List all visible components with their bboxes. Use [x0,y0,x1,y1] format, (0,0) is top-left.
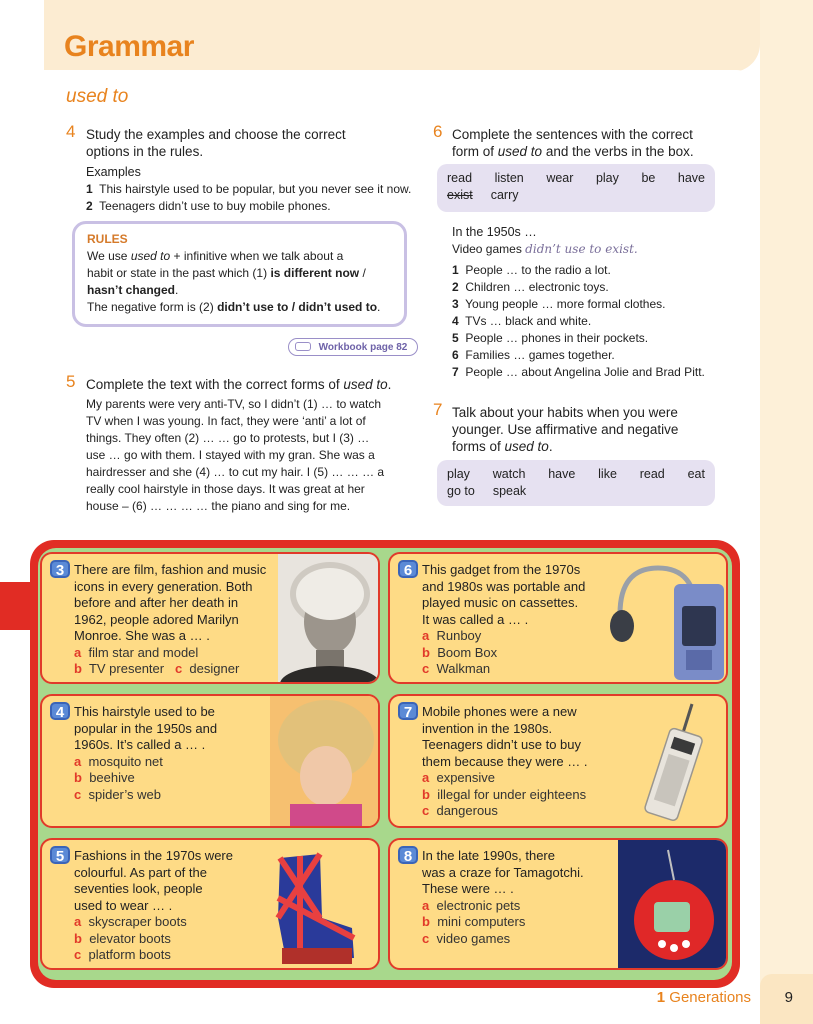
quiz-number: 4 [50,702,70,720]
quiz-number: 6 [398,560,418,578]
right-margin-strip [760,0,813,1024]
quiz-question: In the late 1990s, there was a craze for Tamagotchi. These were … . a electronic pets b mini computers c video games [422,848,584,946]
quiz-card-4 [40,694,380,828]
exercise-6-word-box: read listen wear play be have exist carry [437,164,715,212]
quiz-number: 8 [398,846,418,864]
quiz-question: There are film, fashion and music icons in every generation. Both before and after her death in 1962, people adored Marilyn Monroe. She was a … . a film star and model b TV presenter c designer [74,562,267,676]
workbook-link-label: Workbook page 82 [318,342,408,353]
quiz-card-5 [40,838,380,970]
exercise-7-word-box: play watch have like read eat go to speak [437,460,715,506]
footer-unit: 1 Generations [656,989,751,1006]
quiz-question: This hairstyle used to be popular in the 1950s and 1960s. It’s called a … . a mosquito net b beehive c spider’s web [74,704,218,802]
exercise-5-text: My parents were very anti-TV, so I didn’t (1) … to watch TV when I was young. In fact, they were ‘anti’ a lot of things. They often (2) … … go to protests, but I (3) … use … go with them. I stayed with my gran. She was a hairdresser and she (4) … to cut my hair. I (5) … … … a really cool hairstyle in those days. It was great at her house – (6) … … … … the piano and sing for me. [86,397,385,513]
quiz-number: 3 [50,560,70,578]
rules-box [72,221,407,327]
arrow-icon [295,342,311,351]
platform-boots-image [260,848,370,968]
exercise-6-heading: Complete the sentences with the correct form of used to and the verbs in the box. [452,127,694,159]
quiz-question: Fashions in the 1970s were colourful. As part of the seventies look, people used to wear … . a skyscraper boots b elevator boots c platform boots [74,848,233,962]
rules-text: We use used to + infinitive when we talk about a habit or state in the past which (1) is different now / hasn’t changed. The negative form is (2) didn’t use to / didn’t used to. [87,249,381,314]
example-2: 2 Teenagers didn’t use to buy mobile phones. [86,199,331,213]
quiz-card-8 [388,838,728,970]
exercise-4-heading: Study the examples and choose the correct options in the rules. [86,127,346,159]
exercise-6-items: 1 People … to the radio a lot. 2 Children … electronic toys. 3 Young people … more formal clothes. 4 TVs … black and white. 5 People … phones in their pockets. 6 Families … games together. 7 People … about Angelina Jolie and Brad Pitt. [452,263,705,379]
beehive-photo [270,696,380,828]
quiz-card-6 [388,552,728,684]
quiz-question: This gadget from the 1970s and 1980s was portable and played music on cassettes. It was called a … . a Runboy b Boom Box c Walkman [422,562,586,676]
quiz-number: 7 [398,702,418,720]
exercise-5-number: 5 [66,372,76,391]
quiz-number: 5 [50,846,70,864]
example-1: 1 This hairstyle used to be popular, but you never see it now. [86,182,412,196]
section-subtitle: used to [66,86,129,107]
page-number: 9 [784,989,793,1006]
marilyn-photo [278,554,380,684]
exercise-7-number: 7 [433,400,443,419]
quiz-card-7 [388,694,728,828]
exercise-6-intro: In the 1950s … [452,225,537,239]
walkman-image [600,554,728,684]
examples-label: Examples [86,165,141,179]
workbook-link[interactable] [288,338,418,356]
exercise-6-number: 6 [433,122,443,141]
exercise-4-number: 4 [66,122,76,141]
quiz-card-3 [40,552,380,684]
exercise-7-heading: Talk about your habits when you were younger. Use affirmative and negative forms of used to. [452,405,679,454]
quiz-question: Mobile phones were a new invention in the 1980s. Teenagers didn’t use to buy them because they were … . a expensive b illegal for under eighteens c dangerous [422,704,588,818]
exercise-5-heading: Complete the text with the correct forms of used to. [86,377,392,392]
exercise-6-example: Video games didn’t use to exist. [452,242,638,256]
rules-title: RULES [87,232,128,246]
tamagotchi-image [618,840,728,970]
brick-phone-image [622,696,722,826]
page-title: Grammar [64,30,194,63]
